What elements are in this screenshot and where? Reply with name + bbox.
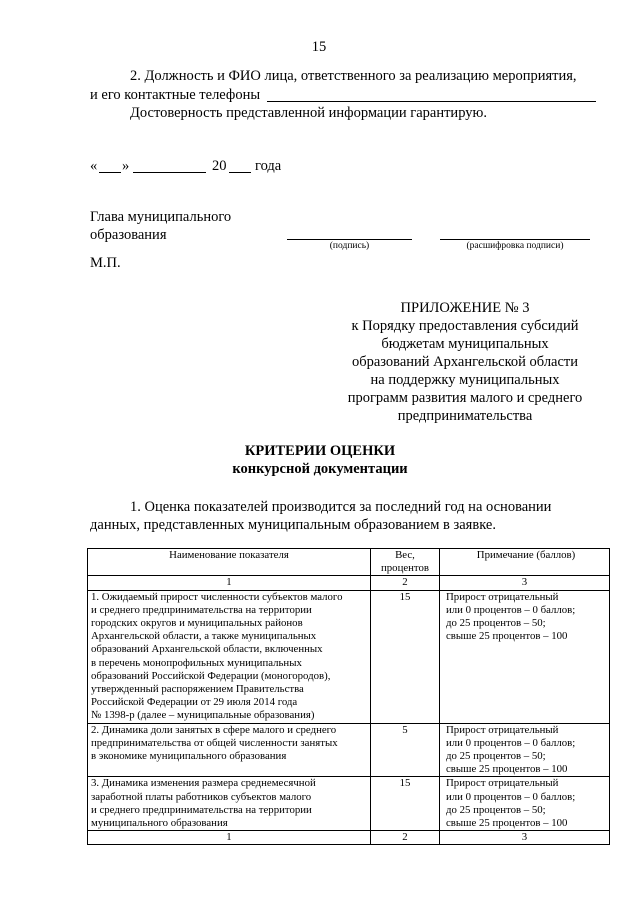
signature-line [287, 239, 412, 240]
stamp-label: М.П. [90, 255, 121, 271]
criteria-subheading: конкурсной документации [232, 461, 408, 477]
criteria-heading: КРИТЕРИИ ОЦЕНКИ [244, 443, 396, 459]
header-cell: Наименование показателя [88, 549, 371, 576]
indicator-weight: 5 [371, 723, 440, 777]
indicator-name: 2. Динамика доли занятых в сфере малого и среднего предпринимательства от общей численности занятых в экономике муниципального образования [88, 723, 371, 777]
column-number: 2 [371, 576, 440, 590]
date-suffix: года [255, 158, 282, 174]
appendix-line: предпринимательства [397, 408, 533, 424]
table-row [88, 590, 610, 723]
date-month-blank [133, 172, 206, 173]
para1-line2: данных, представленных муниципальным образованием в заявке. [90, 517, 496, 533]
item2-line1: 2. Должность и ФИО лица, ответственного за реализацию мероприятия, [130, 68, 577, 84]
head-title-line2: образования [90, 227, 167, 243]
appendix-line: образований Архангельской области [351, 354, 579, 370]
table-row [88, 723, 610, 777]
appendix-title: ПРИЛОЖЕНИЕ № 3 [400, 300, 530, 316]
appendix-line: к Порядку предоставления субсидий [351, 318, 579, 334]
column-number: 3 [440, 831, 610, 845]
date-quote-open: « [90, 158, 98, 174]
appendix-line: бюджетам муниципальных [381, 336, 549, 352]
date-day-blank [99, 172, 121, 173]
indicator-note: Прирост отрицательный или 0 процентов – 0 баллов; до 25 процентов – 50; свыше 25 процентов – 100 [440, 777, 610, 831]
table-row [88, 777, 610, 831]
signature-decode-caption: (расшифровка подписи) [466, 241, 564, 251]
indicator-note: Прирост отрицательный или 0 процентов – 0 баллов; до 25 процентов – 50; свыше 25 процентов – 100 [440, 723, 610, 777]
table-header-row [88, 549, 610, 576]
appendix-line: программ развития малого и среднего [347, 390, 583, 406]
appendix-line: на поддержку муниципальных [370, 372, 560, 388]
item2-line2: и его контактные телефоны [90, 87, 261, 103]
column-number: 1 [88, 576, 371, 590]
column-number: 3 [440, 576, 610, 590]
indicator-note: Прирост отрицательный или 0 процентов – 0 баллов; до 25 процентов – 50; свыше 25 процентов – 100 [440, 590, 610, 723]
date-year-blank [229, 172, 251, 173]
indicator-weight: 15 [371, 777, 440, 831]
indicator-weight: 15 [371, 590, 440, 723]
phone-underline [267, 101, 596, 102]
date-quote-close: » [122, 158, 130, 174]
signature-decode-line [440, 239, 590, 240]
para1-line1: 1. Оценка показателей производится за последний год на основании [130, 499, 552, 515]
criteria-table [87, 548, 610, 845]
page-number: 15 [311, 39, 327, 55]
column-number: 2 [371, 831, 440, 845]
column-number-row [88, 831, 610, 845]
indicator-name: 1. Ожидаемый прирост численности субъектов малого и среднего предпринимательства на территории городских округов и муниципальных районов Архангельской области, а также муниципальных образований Архангельской области, включенных в перечень монопрофильных муниципальных образований Российской Федерации (моногородов), утвержденный распоряжением Правительства Российской Федерации от 29 июля 2014 года № 1398-р (далее – муниципальные образования) [88, 590, 371, 723]
header-cell: Примечание (баллов) [440, 549, 610, 576]
head-title-line1: Глава муниципального [90, 209, 232, 225]
column-number-row [88, 576, 610, 590]
signature-caption: (подпись) [329, 241, 370, 251]
header-cell: Вес, процентов [371, 549, 440, 576]
column-number: 1 [88, 831, 371, 845]
indicator-name: 3. Динамика изменения размера среднемесячной заработной платы работников субъектов малого и среднего предпринимательства на территории муниципального образования [88, 777, 371, 831]
date-year-prefix: 20 [212, 158, 227, 174]
guarantee-text: Достоверность представленной информации гарантирую. [130, 105, 487, 121]
